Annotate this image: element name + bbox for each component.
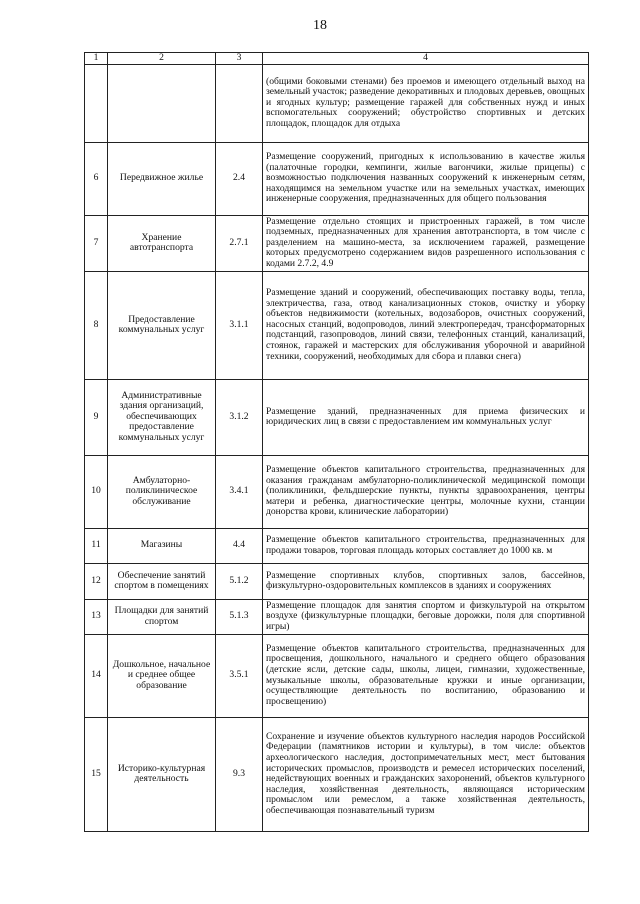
row-number: 12 (85, 563, 108, 599)
row-description: Размещение объектов капитального строительства, предназначенных для продажи товаров, торговая площадь которых составляет до 1000 кв. м (263, 528, 589, 563)
row-number: 7 (85, 215, 108, 271)
row-name: Предоставление коммунальных услуг (108, 271, 216, 379)
table-row (85, 142, 589, 215)
row-description: Размещение объектов капитального строительства, предназначенных для просвещения, дошкольного, начального и среднего общего образования (детские ясли, детские сады, школы, лицеи, гимназии, художественные, музыкальные школы, образовательные кружки и иные организации, осуществляющие деятельность по воспитанию, образованию и просвещению) (263, 634, 589, 717)
row-name: Передвижное жилье (108, 142, 216, 215)
header-cell: 4 (263, 53, 589, 65)
table-row (85, 455, 589, 528)
table-row (85, 528, 589, 563)
row-name: Хранение автотранспорта (108, 215, 216, 271)
row-name: Площадки для занятий спортом (108, 599, 216, 634)
table-row (85, 634, 589, 717)
row-number: 15 (85, 717, 108, 831)
row-number: 9 (85, 379, 108, 455)
row-code: 2.7.1 (216, 215, 263, 271)
row-code: 9.3 (216, 717, 263, 831)
row-description: Размещение сооружений, пригодных к использованию в качестве жилья (палаточные городки, кемпинги, жилые вагончики, жилые прицепы) с возможностью подключения названных сооружений к инженерным сетям, находящимся на земельном участке или на земельных участках, имеющих инженерные сооружения, предназначенных для общего пользования (263, 142, 589, 215)
row-name: Дошкольное, начальное и среднее общее образование (108, 634, 216, 717)
row-name: Магазины (108, 528, 216, 563)
header-cell: 3 (216, 53, 263, 65)
table-row (85, 599, 589, 634)
row-code: 3.1.2 (216, 379, 263, 455)
table-row (85, 379, 589, 455)
row-number: 8 (85, 271, 108, 379)
row-number: 13 (85, 599, 108, 634)
row-code: 5.1.2 (216, 563, 263, 599)
row-description: Размещение зданий и сооружений, обеспечивающих поставку воды, тепла, электричества, газа, отвод канализационных стоков, очистку и уборку объектов недвижимости (котельных, водозаборов, очистных сооружений, насосных станций, водопроводов, линий электропередач, трансформаторных подстанций, газопроводов, линий связи, телефонных станций, канализаций, стоянок, гаражей и мастерских для обслуживания уборочной и аварийной техники, сооружений, необходимых для сбора и плавки снега) (263, 271, 589, 379)
header-cell: 2 (108, 53, 216, 65)
row-number: 11 (85, 528, 108, 563)
row-code: 3.1.1 (216, 271, 263, 379)
row-name: Историко-культурная деятельность (108, 717, 216, 831)
row-description: (общими боковыми стенами) без проемов и имеющего отдельный выход на земельный участок; разведение декоративных и плодовых деревьев, овощных и ягодных культур; размещение гаражей для собственных нужд и иных вспомогательных сооружений; обустройство спортивных и детских площадок, площадок для отдыха (263, 64, 589, 142)
table-header-row (85, 53, 589, 65)
table-row (85, 64, 589, 142)
row-description: Размещение зданий, предназначенных для приема физических и юридических лиц в связи с предоставлением им коммунальных услуг (263, 379, 589, 455)
row-code: 3.4.1 (216, 455, 263, 528)
row-code: 5.1.3 (216, 599, 263, 634)
page-number: 18 (313, 18, 327, 33)
row-description: Размещение отдельно стоящих и пристроенных гаражей, в том числе подземных, предназначенных для хранения автотранспорта, в том числе с разделением на машино-места, за исключением гаражей, размещение которых предусмотрено содержанием видов разрешенного использования с кодами 2.7.2, 4.9 (263, 215, 589, 271)
row-number (85, 64, 108, 142)
header-cell: 1 (85, 53, 108, 65)
land-use-table (84, 52, 589, 832)
row-name: Административные здания организаций, обеспечивающих предоставление коммунальных услуг (108, 379, 216, 455)
table-row (85, 717, 589, 831)
row-name (108, 64, 216, 142)
row-code: 4.4 (216, 528, 263, 563)
row-code: 2.4 (216, 142, 263, 215)
row-code (216, 64, 263, 142)
table-row (85, 563, 589, 599)
row-name: Амбулаторно-поликлиническое обслуживание (108, 455, 216, 528)
row-number: 6 (85, 142, 108, 215)
row-name: Обеспечение занятий спортом в помещениях (108, 563, 216, 599)
table-row (85, 215, 589, 271)
row-number: 10 (85, 455, 108, 528)
row-description: Размещение спортивных клубов, спортивных залов, бассейнов, физкультурно-оздоровительных комплексов в зданиях и сооружениях (263, 563, 589, 599)
table-row (85, 271, 589, 379)
row-description: Размещение объектов капитального строительства, предназначенных для оказания гражданам амбулаторно-поликлинической медицинской помощи (поликлиники, фельдшерские пункты, пункты здравоохранения, центры матери и ребенка, диагностические центры, молочные кухни, станции донорства крови, клинические лаборатории) (263, 455, 589, 528)
row-description: Размещение площадок для занятия спортом и физкультурой на открытом воздухе (физкультурные площадки, беговые дорожки, поля для спортивной игры) (263, 599, 589, 634)
row-code: 3.5.1 (216, 634, 263, 717)
row-number: 14 (85, 634, 108, 717)
row-description: Сохранение и изучение объектов культурного наследия народов Российской Федерации (памятников истории и культуры), в том числе: объектов археологического наследия, достопримечательных мест, мест бытования исторических промыслов, производств и ремесел исторических поселений, недействующих военных и гражданских захоронений, объектов культурного наследия, хозяйственная деятельность, являющаяся историческим промыслом или ремеслом, а также хозяйственная деятельность, обеспечивающая познавательный туризм (263, 717, 589, 831)
